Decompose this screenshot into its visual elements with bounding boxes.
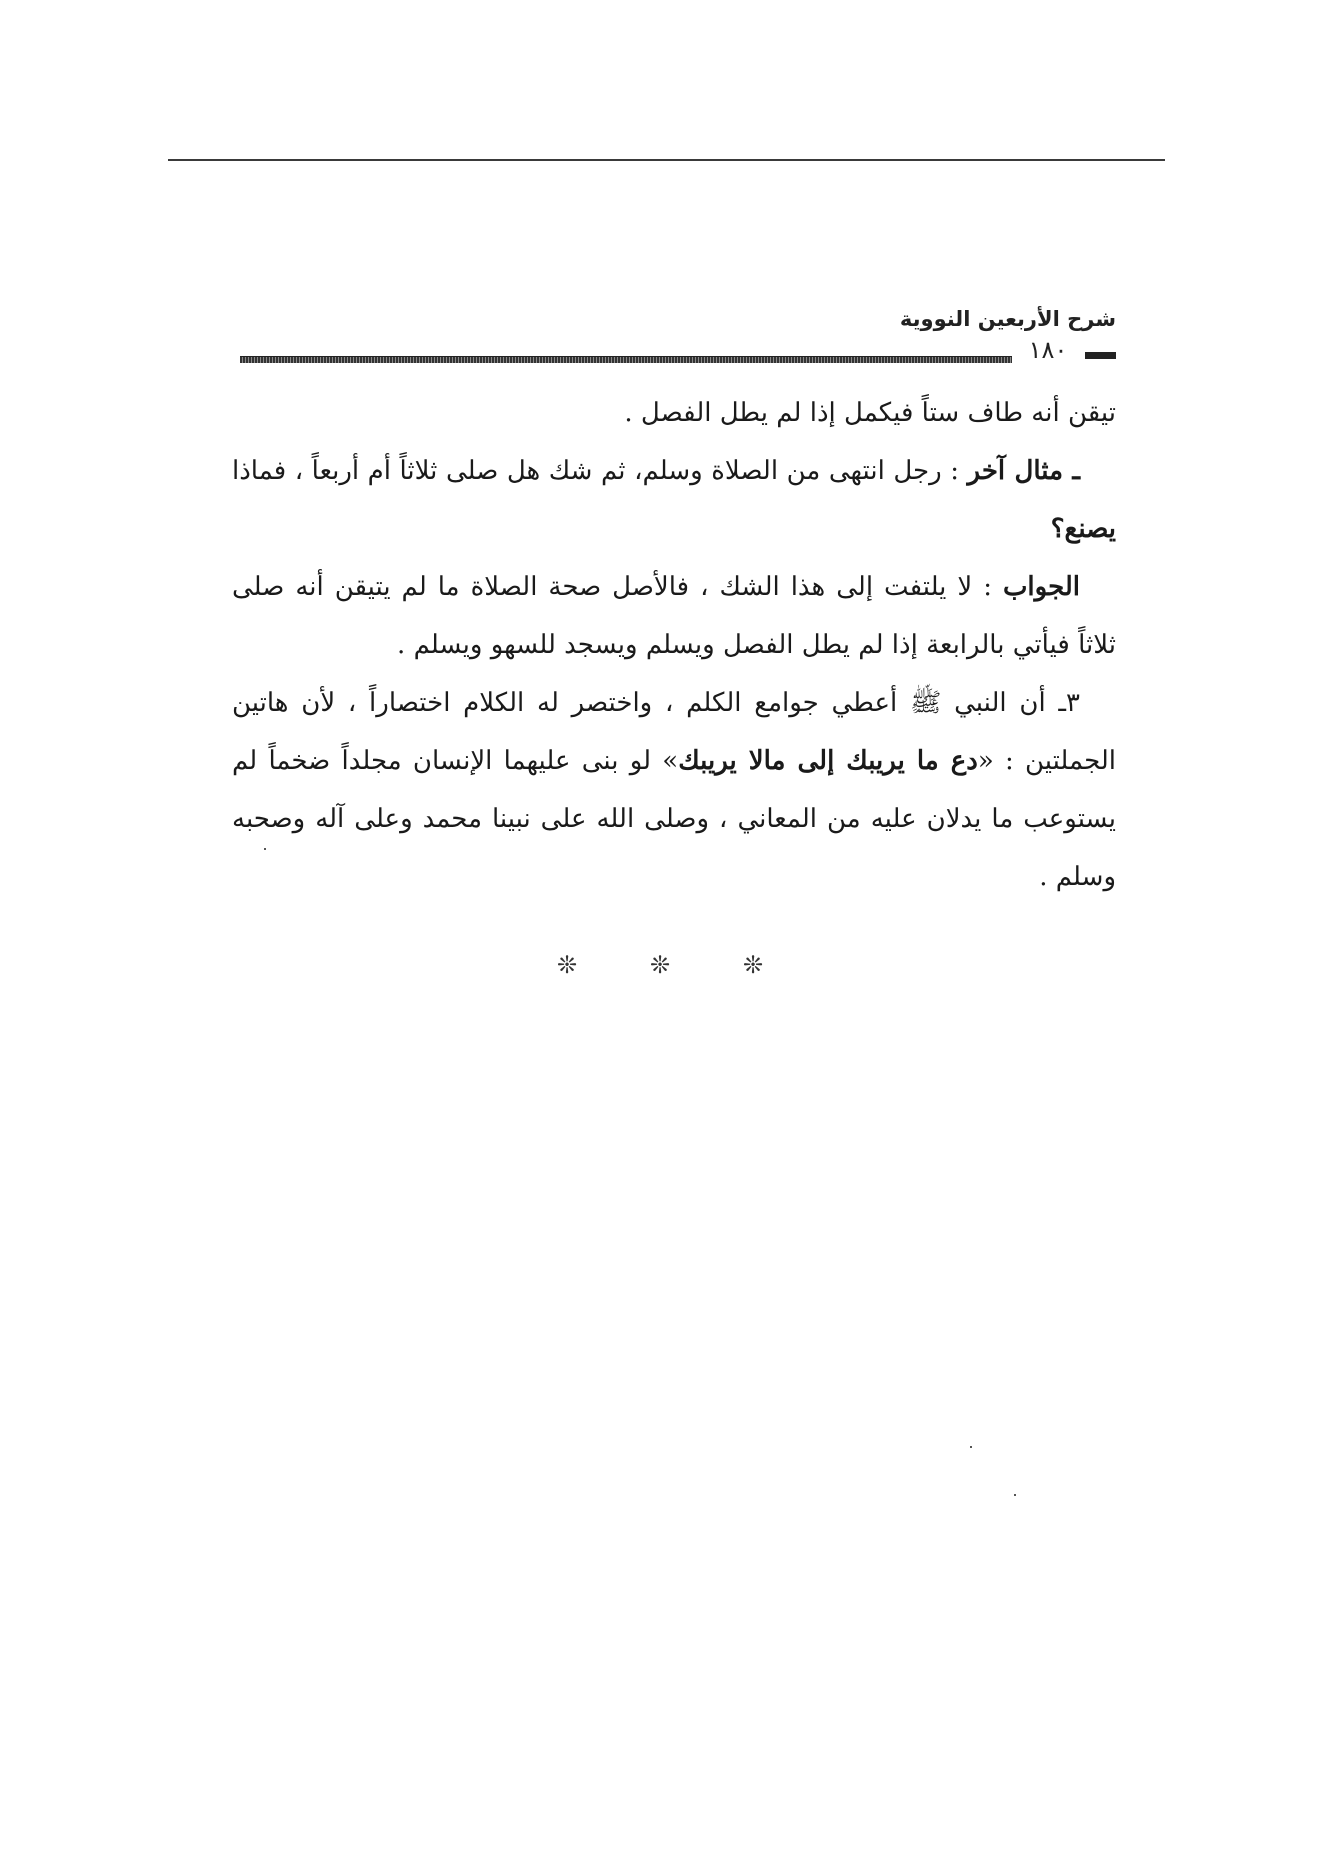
paragraph-2	[232, 442, 1116, 558]
top-rule	[168, 159, 1165, 161]
paragraph-3	[232, 558, 1116, 674]
paragraph-4-end: » لو بنى عليهما الإنسان مجلداً ضخماً لم يستوعب ما يدلان عليه من المعاني ، وصلى الله على نبينا محمد وعلى آله وصحبه وسلم .	[232, 746, 1116, 892]
paragraph-2-bold-end: يصنع؟	[1050, 514, 1116, 544]
page-number: ١٨٠	[1028, 336, 1068, 364]
scan-speck	[970, 1446, 972, 1448]
ornament-star-icon: ❊	[742, 951, 764, 979]
header-band	[240, 336, 1116, 364]
ornament-star-icon: ❊	[556, 951, 578, 979]
example-heading: ـ مثال آخر	[967, 456, 1080, 486]
paragraph-1	[232, 384, 1116, 442]
scan-speck	[264, 848, 266, 850]
header-decorative-rule	[240, 356, 1012, 363]
paragraph-2-text: : رجل انتهى من الصلاة وسلم، ثم شك هل صلى ثلاثاً أم أربعاً ، فماذا	[232, 456, 968, 486]
scan-speck	[1014, 1494, 1016, 1496]
hadith-quote: دع ما يريبك إلى مالا يريبك	[678, 746, 978, 776]
paragraph-1-text: تيقن أنه طاف ستاً فيكمل إذا لم يطل الفصل .	[624, 398, 1116, 428]
answer-heading: الجواب	[1002, 572, 1080, 602]
paragraph-4	[232, 674, 1116, 906]
body-text	[232, 384, 1116, 906]
header-rule-tail	[1085, 352, 1116, 359]
paragraph-3-text: : لا يلتفت إلى هذا الشك ، فالأصل صحة الصلاة ما لم يتيقن أنه صلى ثلاثاً فيأتي بالرابعة إذا لم يطل الفصل ويسلم ويسجد للسهو ويسلم .	[232, 572, 1116, 660]
ornament-star-icon: ❊	[649, 951, 671, 979]
paragraph-4-start: ٣ـ أن النبي ﷺ أعطي جوامع الكلم ، واختصر له الكلام اختصاراً ، لأن هاتين الجملتين : «	[232, 688, 1117, 776]
section-separator	[540, 950, 780, 980]
running-header-title: شرح الأربعين النووية	[899, 307, 1116, 331]
